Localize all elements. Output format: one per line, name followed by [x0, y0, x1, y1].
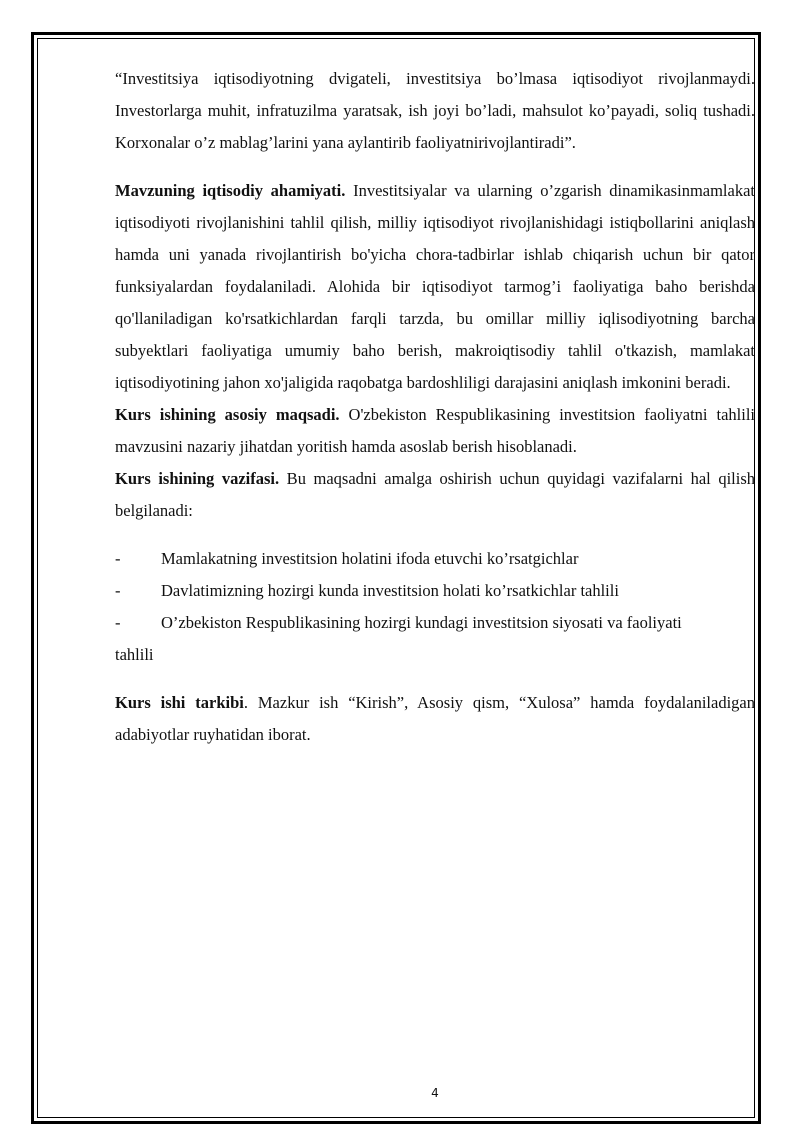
tasks-heading: Kurs ishining vazifasi.: [115, 469, 280, 488]
list-item-text: O’zbekiston Respublikasining hozirgi kundagi investitsion siyosati va faoliyati: [161, 613, 682, 632]
structure-paragraph: [115, 687, 755, 751]
list-item-text: Davlatimizning hozirgi kunda investitsion holati ko’rsatkichlar tahlili: [161, 581, 619, 600]
goal-paragraph: [115, 399, 755, 463]
structure-heading: Kurs ishi tarkibi: [115, 693, 244, 712]
list-dash: -: [115, 613, 121, 632]
list-dash: -: [115, 581, 121, 600]
significance-text: Investitsiyalar va ularning o’zgarish dinamikasinmamlakat iqtisodiyoti rivojlanishini tahlil qilish, milliy iqtisodiyot rivojlanishidagi istiqbollarini aniqlash hamda uni yanada rivojlantirish bo'yicha chora-tadbirlar ishlab chiqarish uchun bir qator funksiyalardan foydalaniladi. Alohida bir iqtisodiyot tarmog’i faoliyatiga baho berishda qo'llaniladigan ko'rsatkichlardan farqli tarzda, bu omillar milliy iqlisodiyotning barcha subyektlari faoliyatiga umumiy baho berish, makroiqtisodiy tahlil o'tkazish, mamlakat iqtisodiyotining jahon xo'jaligida raqobatga bardoshliligi darajasini aniqlash imkonini beradi.: [115, 181, 755, 392]
page-number: 4: [431, 1086, 439, 1100]
structure-text: . Mazkur ish “Kirish”, Asosiy qism, “Xulosa” hamda foydalaniladigan adabiyotlar ruyhatidan iborat.: [115, 693, 755, 744]
tasks-paragraph: [115, 463, 755, 527]
list-item-continuation: tahlili: [115, 645, 154, 664]
goal-text: O'zbekiston Respublikasining investitsion faoliyatni tahlili mavzusini nazariy jihatdan yoritish hamda asoslab berish hisoblanadi.: [115, 405, 755, 456]
intro-quote: “Investitsiya iqtisodiyotning dvigateli, investitsiya bo’lmasa iqtisodiyot rivojlanmaydi. Investorlarga muhit, infratuzilma yaratsak, ish joyi bo’ladi, mahsulot ko’payadi, soliq tushadi. Korxonalar o’z mablag’larini yana aylantirib faoliyatnirivojlantiradi”.: [115, 69, 755, 152]
significance-paragraph: [115, 175, 755, 399]
list-item: [115, 575, 755, 607]
list-item: [115, 607, 755, 639]
list-item-text: Mamlakatning investitsion holatini ifoda etuvchi ko’rsatgichlar: [161, 549, 579, 568]
list-item: [115, 543, 755, 575]
document-body: [115, 63, 755, 751]
tasks-text: Bu maqsadni amalga oshirish uchun quyidagi vazifalarni hal qilish belgilanadi:: [115, 469, 755, 520]
significance-heading: Mavzuning iqtisodiy ahamiyati.: [115, 181, 346, 200]
list-dash: -: [115, 549, 121, 568]
goal-heading: Kurs ishining asosiy maqsadi.: [115, 405, 340, 424]
